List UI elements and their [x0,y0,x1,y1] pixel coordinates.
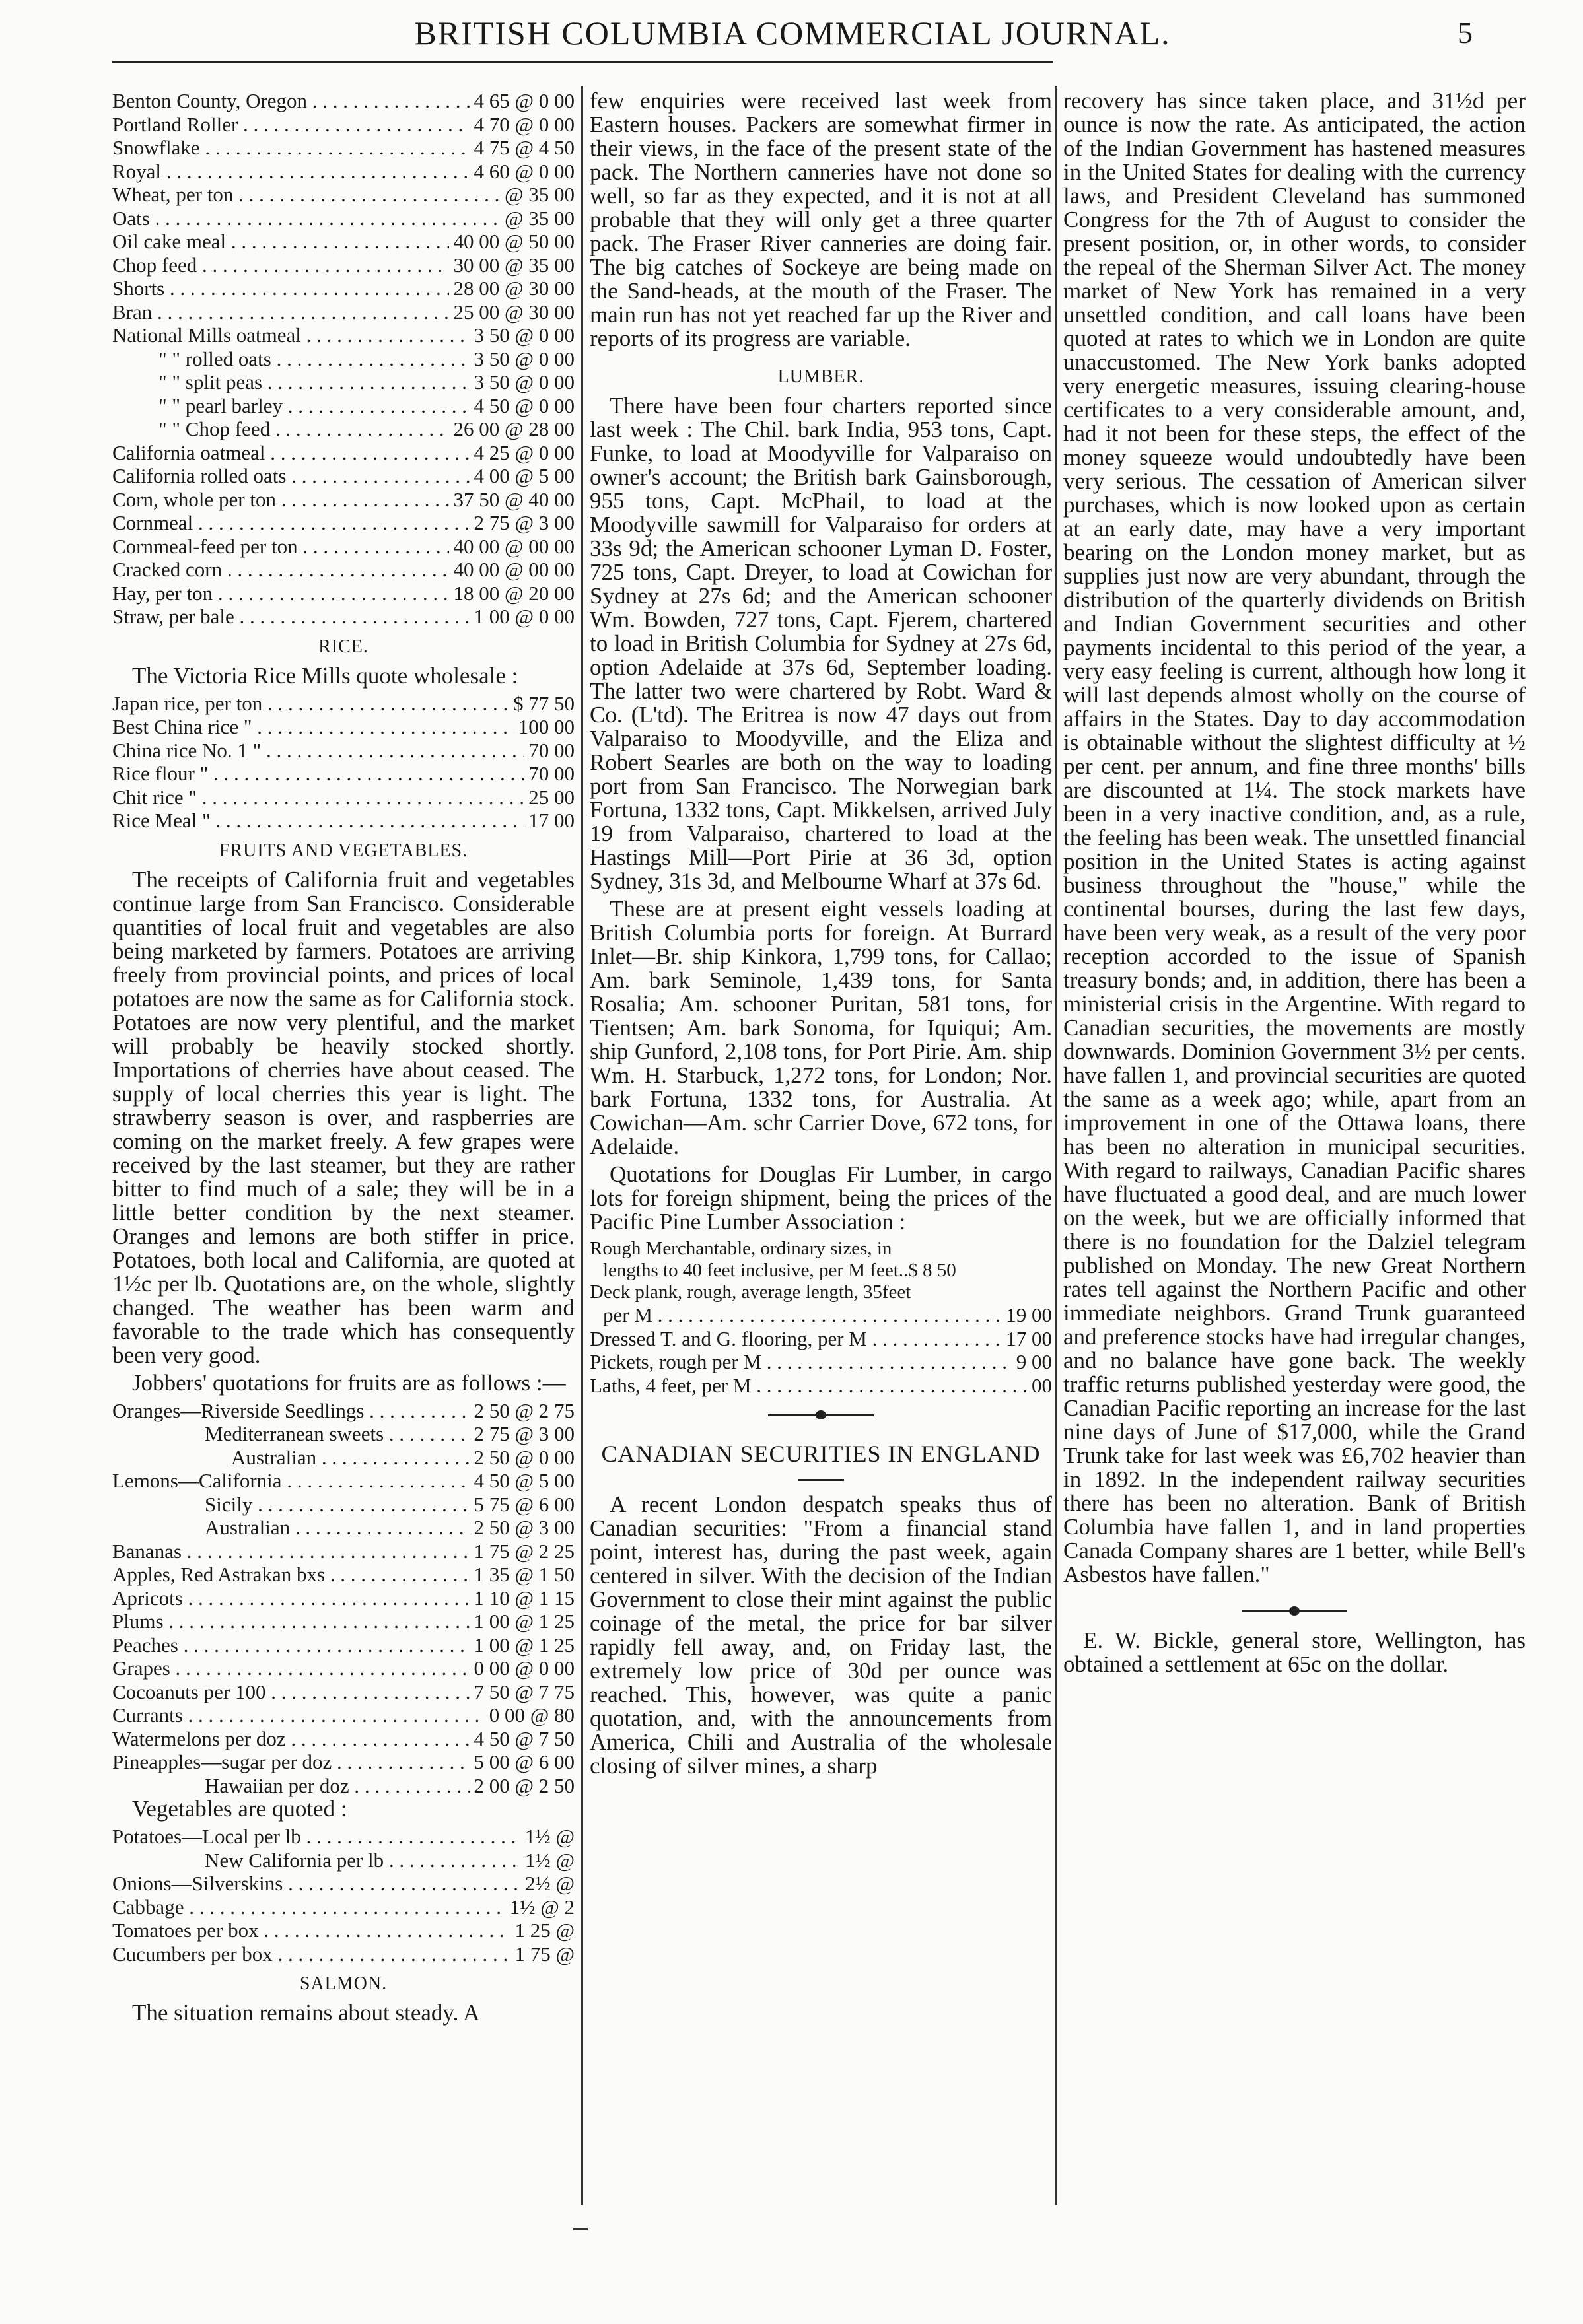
price-value: 5 00 @ 6 00 [470,1750,575,1774]
price-row [112,786,575,809]
price-value: 1½ @ [521,1849,575,1872]
price-item: " " split peas . . . [158,370,470,394]
salmon-heading: SALMON. [299,1973,388,1994]
price-value: 0 00 @ 0 00 [470,1657,575,1680]
price-row [112,1633,575,1657]
price-item: " " rolled oats . . . [158,347,470,371]
price-item: Lemons—California . . . [112,1469,470,1493]
canadian-securities-heading: CANADIAN SECURITIES IN ENGLAND [601,1441,1041,1467]
price-row [112,1563,575,1587]
price-row [112,1587,575,1610]
salmon-continued: few enquiries were received last week from Eastern houses. Packers are somewhat firmer in their views, in the face of the present state of the pack. The Northern canneries have not done so well, so far as they expected, and it is not at all probable that they will only get a three quarter pack. The Fraser River canneries are doing fair. The big catches of Sockeye are being made on the Sand-heads, at the mouth of the Fraser. The main run has not yet reached far up the River and reports of its progress are variable. [590,88,1052,351]
price-row [112,1422,575,1446]
price-row [112,1750,575,1774]
vegetables-intro: Vegetables are quoted : [132,1796,347,1822]
price-item: Onions—Silverskins . . . [112,1872,521,1896]
canadian-securities-paragraph: A recent London despatch speaks thus of Canadian securities: "From a financial stand point, interest has, during the past week, again centered in silver. With the decision of the Indian Government to close their mint against the public coinage of the metal, the price for bar silver rapidly fell away, and, on Friday last, the extremely low price of 30d per ounce was reached. This, however, was quite a panic quotation, and, with the announcements from America, Chili and Australia of the wholesale closing of silver mines, a sharp [590,1491,1052,1779]
fruits-heading: FRUITS AND VEGETABLES. [219,840,468,861]
salmon-paragraph: The situation remains about steady. A [132,2000,480,2026]
masthead [112,7,1473,59]
price-row [112,1540,575,1563]
price-item: Tomatoes per box . . . [112,1919,510,1942]
lumber-quotations-intro: Quotations for Douglas Fir Lumber, in cargo lots for foreign shipment, being the prices of the Pacific Pine Lumber Association : [590,1161,1052,1235]
price-row [112,1703,575,1727]
price-value: 37 50 @ 40 00 [449,488,575,512]
price-value: 100 00 [514,715,575,739]
price-item: Oranges—Riverside Seedlings . . . [112,1399,470,1423]
price-item: Grapes . . . [112,1657,470,1680]
price-item: Benton County, Oregon . . . [112,89,470,113]
price-row [112,1610,575,1633]
price-item: China rice No. 1 " . . . [112,739,524,763]
price-item: Plums . . . [112,1610,470,1633]
price-value: 1½ @ 2 [506,1896,575,1919]
price-item: Snowflake . . . [112,136,470,160]
price-item: National Mills oatmeal . . . [112,324,470,347]
price-row [112,1516,575,1540]
price-row [112,254,575,277]
price-value: 1½ @ [521,1825,575,1849]
price-item: Corn, whole per ton . . . [112,488,449,512]
price-value: 1 75 @ [510,1942,575,1966]
price-value: 3 50 @ 0 00 [470,324,575,347]
price-row [112,1825,575,1849]
price-value: 18 00 @ 20 00 [449,582,575,605]
price-value: 19 00 [1002,1303,1052,1327]
price-item: Watermelons per doz . . . [112,1727,470,1751]
price-item: Dressed T. and G. flooring, per M . . . [590,1327,1002,1351]
price-row [112,1849,575,1872]
price-item: Bananas . . . [112,1540,470,1563]
price-item: Mediterranean sweets . . . [205,1422,470,1446]
price-row [112,488,575,512]
price-value: 4 50 @ 5 00 [470,1469,575,1493]
price-item: Cocoanuts per 100 . . . [112,1680,470,1704]
price-item: New California per lb . . . [205,1849,521,1872]
price-item: " " pearl barley . . . [158,394,470,418]
price-value: @ 35 00 [501,183,575,207]
page-number: 5 [1458,16,1473,50]
price-row [112,582,575,605]
column-rule-1 [581,86,583,2205]
rice-heading: RICE. [318,636,369,657]
price-row [112,230,575,254]
price-value: 2 75 @ 3 00 [470,511,575,535]
price-item: Straw, per bale . . . [112,605,470,629]
price-item: Royal . . . [112,160,470,184]
price-item: Apples, Red Astrakan bxs . . . [112,1563,470,1587]
price-row [112,762,575,786]
price-row [112,324,575,347]
price-row [112,417,575,441]
price-item: Rice flour " . . . [112,762,524,786]
price-value: 5 75 @ 6 00 [470,1493,575,1517]
price-item: California oatmeal . . . [112,441,470,465]
section-divider [768,1404,874,1426]
price-item: Cucumbers per box . . . [112,1942,510,1966]
price-item: Best China rice " . . . [112,715,514,739]
price-row [112,441,575,465]
lumber-vessels: These are at present eight vessels loading at British Columbia ports for foreign. At Burrard Inlet—Br. ship Kinkora, 1,799 tons, for Callao; Am. bark Seminole, 1,439 tons, for Santa Rosalia; Am. schooner Puritan, 581 tons, for Tientsen; Am. bark Sonoma, for Iquiqui; Am. ship Gunford, 2,108 tons, for Port Pirie. Am. ship Wm. H. Starbuck, 1,272 tons, for London; Nor. bark Fortuna, 1332 tons, for Australia. At Cowichan—Am. schr Carrier Dove, 672 tons, for Adelaide. [590,896,1052,1159]
price-value: 4 75 @ 4 50 [470,136,575,160]
price-value: 4 25 @ 0 00 [470,441,575,465]
price-value: @ 35 00 [501,207,575,230]
price-row [112,160,575,184]
lumber-charters: There have been four charters reported since last week : The Chil. bark India, 953 tons, Capt. Funke, to load at Moodyville for Valparaiso on owner's account; the British bark Gainsborough, 955 tons, Capt. McPhail, to load at the Moodyville sawmill for Valparaiso for orders at 33s 9d; the American schooner Lyman D. Foster, 725 tons, Capt. Dreyer, to load at Cowichan for Sydney at 27s 6d; and the American schooner Wm. Bowden, 727 tons, Capt. Fjerem, chartered to load in British Columbia for Sydney at 27s 6d, option Adelaide at 37s 6d, September loading. The latter two were chartered by Robt. Ward & Co. (L'td). The Eritrea is now 47 days out from Valparaiso to Moodyville, and the Eliza and Robert Searles are both on the way to loading port from San Francisco. The Norwegian bark Fortuna, 1332 tons, Capt. Mikkelsen, arrived July 19 from Valparaiso, chartered to load at the Hastings Mill—Port Pirie at 36 3d, option Sydney, 31s 3d, and Melbourne Wharf at 37s 6d. [590,393,1052,894]
price-value: 40 00 @ 00 00 [449,535,575,559]
rice-intro: The Victoria Rice Mills quote wholesale : [132,662,518,689]
price-value: 25 00 @ 30 00 [449,300,575,324]
price-row [112,809,575,833]
price-row [112,1872,575,1896]
price-item: Rice Meal " . . . [112,809,524,833]
price-value: 3 50 @ 0 00 [470,370,575,394]
price-item: per M . . . [603,1303,1002,1327]
price-item: Japan rice, per ton . . . [112,692,509,716]
price-value: 2 50 @ 0 00 [470,1446,575,1470]
price-value: 7 50 @ 7 75 [470,1680,575,1704]
price-row [112,1919,575,1942]
jobbers-intro: Jobbers' quotations for fruits are as follows :— [132,1369,566,1396]
price-value: 1 00 @ 1 25 [470,1610,575,1633]
price-item: Cabbage . . . [112,1896,506,1919]
price-value: 0 00 @ 80 [485,1703,575,1727]
price-row [112,113,575,137]
price-row [112,1399,575,1423]
price-item: " " Chop feed . . . [158,417,449,441]
rice-price-list [112,692,575,833]
price-row [112,1727,575,1751]
price-item: Pickets, rough per M . . . [590,1350,1012,1374]
section-divider-2 [1242,1600,1347,1622]
price-row [112,692,575,716]
price-value: 30 00 @ 35 00 [449,254,575,277]
column-1 [112,89,575,2029]
header-rule [112,61,1053,63]
fruits-paragraph: The receipts of California fruit and vegetables continue large from San Francisco. Considerable quantities of local fruit and vegetables are also being marketed by farmers. Potatoes are arriving freely from provincial points, and prices of local potatoes are now the same as for California stock. Potatoes are now very plentiful, and the market will probably be heavily stocked shortly. Importations of cherries have about ceased. The supply of local cherries this year is light. The strawberry season is over, and raspberries are coming on the market freely. A few grapes were received by the last steamer, but they are rather bitter to find much of a sale; they will be in a little better condition by the next steamer. Oranges and lemons are both stiffer in price. Potatoes, both local and California, are quoted at 1½c per lb. Quotations are, on the whole, slightly changed. The weather has been warm and favorable to the trade which has consequently been very good. [112,866,575,1368]
price-value: 9 00 [1012,1350,1052,1374]
price-item: Cracked corn . . . [112,558,449,582]
price-value: 2½ @ [521,1872,575,1896]
price-value: 3 50 @ 0 00 [470,347,575,371]
fruit-price-list [112,1399,575,1798]
price-item: Chop feed . . . [112,254,449,277]
price-value: 70 00 [524,739,575,763]
price-item: Potatoes—Local per lb . . . [112,1825,521,1849]
price-row [112,1493,575,1517]
price-value: 2 50 @ 2 75 [470,1399,575,1423]
price-item: Chit rice " . . . [112,786,524,809]
price-value: 28 00 @ 30 00 [449,277,575,300]
bickle-notice: E. W. Bickle, general store, Wellington, has obtained a settlement at 65c on the dollar. [1063,1627,1526,1677]
price-value: 40 00 @ 00 00 [449,558,575,582]
price-item: Cornmeal . . . [112,511,470,535]
price-value: 4 70 @ 0 00 [470,113,575,137]
price-item: California rolled oats . . . [112,464,470,488]
price-row [112,1896,575,1919]
price-row [112,715,575,739]
price-row [112,1469,575,1493]
price-row [590,1303,1052,1327]
price-item: Shorts . . . [112,277,449,300]
short-divider [798,1479,844,1481]
price-value: 4 60 @ 0 00 [470,160,575,184]
price-row [590,1350,1052,1374]
price-value: 17 00 [1002,1327,1052,1351]
price-value: 1 00 @ 0 00 [470,605,575,629]
price-value: 2 50 @ 3 00 [470,1516,575,1540]
price-value: 1 10 @ 1 15 [470,1587,575,1610]
price-item: Hawaiian per doz . . . [205,1774,470,1798]
price-item: Cornmeal-feed per ton . . . [112,535,449,559]
price-item: Currants . . . [112,1703,485,1727]
price-row [112,347,575,371]
price-item: Australian . . . [205,1516,470,1540]
column-2 [590,89,1052,1782]
securities-continued: recovery has since taken place, and 31½d per ounce is now the rate. As anticipated, the action of the Indian Government has hastened measures in the United States for dealing with the currency laws, and President Cleveland has summoned Congress for the 7th of August to consider the present position, or, in other words, to consider the repeal of the Sherman Silver Act. The money market of New York has remained in a very unsettled condition, and call loans have been quoted at rates to which we in London are quite unaccustomed. The New York banks adopted very energetic measures, issuing clearing-house certificates to a very considerable amount, and, had it not been for these steps, the effect of the money squeeze would undoubtedly have been very serious. The cessation of American silver purchases, which is now looked upon as certain at an early date, may have a very important bearing on the London money market, but as supplies just now are very abundant, through the distribution of the quarterly dividends on British and Indian Government securities and other payments incidental to this period of the year, a very easy feeling is current, although how long it will last depends almost wholly on the course of affairs in the States. Day to day accommodation is obtainable without the slightest difficulty at ½ per cent. per annum, and fine three months' bills are discounted at 1¼. The stock markets have been in a very inactive condition, and, as a rule, the feeling has been weak. The unsettled financial position in the United States is acting against business throughout the "house," while the continental bourses, during the last few days, have been very weak, as a result of the very poor reception accorded to the issue of Spanish treasury bonds; and, in addition, there has been a ministerial crisis in the Argentine. With regard to Canadian securities, the movements are mostly downwards. Dominion Government 3½ per cents. have fallen 1, and provincial securities are quoted the same as a week ago; while, apart from an improvement in one of the Ottawa loans, there has been no alteration in municipal securities. With regard to railways, Canadian Pacific shares have fluctuated a good deal, and are much lower on the week, but we are officially informed that there is no foundation for the Dalziel telegram published on Monday. The new Great Northern rates tell against the Northern Pacific and other immediate neighbors. Grand Trunk guaranteed and preference stocks have had irregular changes, and no balance have gone back. The weekly traffic returns published yesterday were good, the Canadian Pacific reporting an increase for the last nine days of June of $17,000, while the Grand Trunk take for last week was £6,702 heavier than in 1892. In the independent railway securities there has been no alteration. Bank of British Columbia have fallen 1, and in land properties Canada Company shares are 1 better, while Bell's Asbestos have fallen." [1063,88,1526,1587]
lumber-heading: LUMBER. [777,366,864,387]
price-value: $ 77 50 [509,692,575,716]
price-value: 4 50 @ 0 00 [470,394,575,418]
price-item: Australian . . . [231,1446,470,1470]
price-row [112,464,575,488]
price-row [112,739,575,763]
lumber-price-list [590,1303,1052,1397]
price-row [112,394,575,418]
price-value: 4 65 @ 0 00 [470,89,575,113]
price-row [112,558,575,582]
price-row [590,1327,1052,1351]
price-value: 26 00 @ 28 00 [449,417,575,441]
price-item: Laths, 4 feet, per M . . . [590,1374,1028,1398]
price-value: 1 35 @ 1 50 [470,1563,575,1587]
grain-price-list [112,89,575,629]
price-row [112,89,575,113]
price-item: Apricots . . . [112,1587,470,1610]
price-item: Oil cake meal . . . [112,230,449,254]
price-value: 4 50 @ 7 50 [470,1727,575,1751]
price-row [112,1942,575,1966]
price-row [112,1446,575,1470]
price-row [112,511,575,535]
price-value: 40 00 @ 50 00 [449,230,575,254]
price-value: 1 75 @ 2 25 [470,1540,575,1563]
price-row [112,1774,575,1798]
price-row [112,1657,575,1680]
price-item: Hay, per ton . . . [112,582,449,605]
price-value: 4 00 @ 5 00 [470,464,575,488]
price-value: 1 25 @ [510,1919,575,1942]
price-row [112,370,575,394]
price-item: Peaches . . . [112,1633,470,1657]
lumber-line-2: lengths to 40 feet inclusive, per M feet..$ 8 50 [603,1260,956,1281]
price-item: Wheat, per ton . . . [112,183,501,207]
price-item: Oats . . . [112,207,501,230]
price-value: 17 00 [524,809,575,833]
price-value: 1 00 @ 1 25 [470,1633,575,1657]
lumber-line-1: Rough Merchantable, ordinary sizes, in [590,1238,892,1259]
price-item: Sicily . . . [205,1493,470,1517]
price-value: 2 00 @ 2 50 [470,1774,575,1798]
price-item: Pineapples—sugar per doz . . . [112,1750,470,1774]
column-3 [1063,89,1526,1680]
price-row [112,207,575,230]
price-row [112,535,575,559]
page-mark [573,2228,588,2230]
price-row [112,300,575,324]
lumber-line-3: Deck plank, rough, average length, 35feet [590,1282,911,1303]
price-row [112,605,575,629]
price-row [590,1374,1052,1398]
price-row [112,136,575,160]
price-row [112,1680,575,1704]
vegetable-price-list [112,1825,575,1965]
price-row [112,277,575,300]
price-value: 00 [1028,1374,1052,1398]
price-item: Portland Roller . . . [112,113,470,137]
price-value: 2 75 @ 3 00 [470,1422,575,1446]
price-row [112,183,575,207]
price-value: 25 00 [524,786,575,809]
journal-title: BRITISH COLUMBIA COMMERCIAL JOURNAL. [414,15,1171,51]
column-rule-2 [1055,86,1057,2205]
price-item: Bran . . . [112,300,449,324]
price-value: 70 00 [524,762,575,786]
